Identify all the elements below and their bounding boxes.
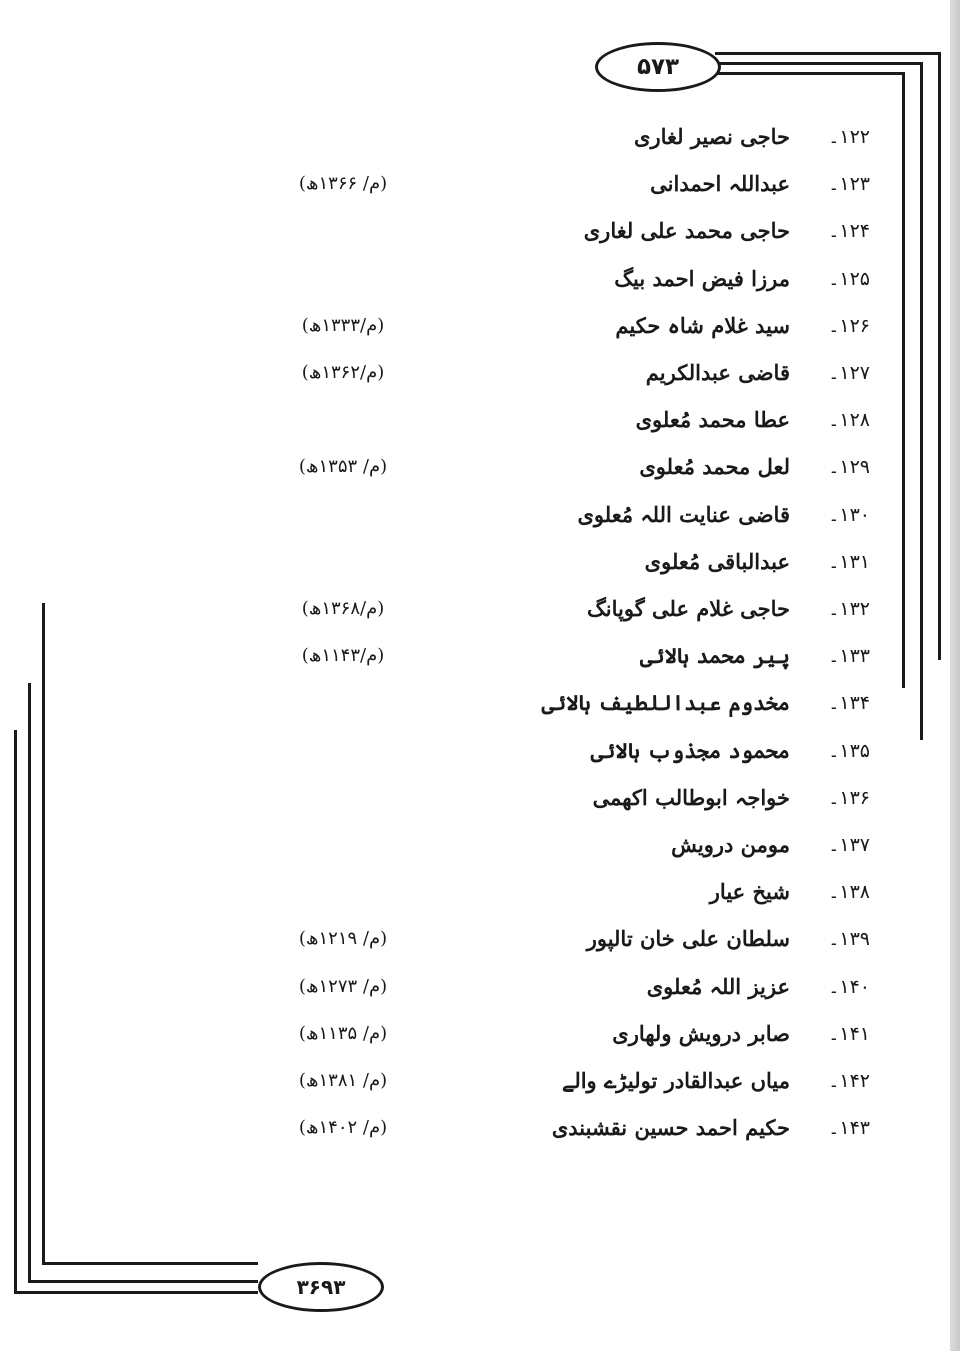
- list-item: [0, 540, 960, 584]
- entry-death-year: (م/ ۱۴۰۲ھ): [298, 1117, 388, 1139]
- entry-death-year: (م/ ۱۲۱۹ھ): [298, 928, 388, 950]
- entry-name: مخدوم عبداللطیف ہالائی: [541, 690, 790, 716]
- entry-name: مومن درویش: [671, 832, 790, 857]
- entry-death-year: (م/۱۳۶۸ھ): [301, 598, 385, 619]
- entry-number: ۱۳۱۔: [828, 550, 870, 573]
- list-item: [0, 681, 960, 725]
- entry-number: ۱۲۳۔: [828, 173, 870, 196]
- entry-name: عزیز اللہ مُعلوی: [646, 973, 790, 999]
- entry-death-year: (م/۱۱۴۳ھ): [301, 645, 385, 667]
- entry-number: ۱۴۳۔: [828, 1117, 870, 1140]
- list-item: [0, 587, 960, 631]
- entry-death-year: (م/ ۱۱۳۵ھ): [298, 1022, 388, 1044]
- list-item: [0, 1012, 960, 1056]
- entry-number: ۱۳۷۔: [828, 834, 870, 856]
- list-item: [0, 823, 960, 867]
- entry-name: قاضی عبدالکریم: [645, 360, 790, 385]
- list-item: [0, 115, 960, 159]
- entry-name: قاضی عنایت اللہ مُعلوی: [577, 501, 790, 527]
- page-number-bottom: ۳۶۹۳: [258, 1262, 384, 1312]
- entry-name: حاجی غلام علی گوپانگ: [586, 596, 790, 621]
- entry-number: ۱۳۲۔: [828, 598, 870, 620]
- entry-name: حاجی محمد علی لغاری: [583, 218, 790, 244]
- list-item: [0, 729, 960, 773]
- list-item: [0, 209, 960, 253]
- entry-number: ۱۲۹۔: [828, 456, 870, 479]
- entry-number: ۱۲۷۔: [828, 362, 870, 384]
- entry-name: حکیم احمد حسین نقشبندی: [551, 1115, 790, 1141]
- entry-name: سلطان علی خان تالپور: [586, 926, 790, 952]
- entry-name: مرزا فیض احمد بیگ: [614, 265, 790, 291]
- entry-name: عطا محمد مُعلوی: [635, 407, 790, 433]
- entry-number: ۱۳۶۔: [828, 786, 870, 809]
- entry-number: ۱۲۵۔: [828, 267, 870, 290]
- entry-name: شیخ عیار: [709, 879, 790, 905]
- entry-number: ۱۴۲۔: [828, 1070, 870, 1092]
- entry-number: ۱۳۹۔: [828, 928, 870, 951]
- entry-name: محمود مجذوب ہالائی: [590, 737, 790, 763]
- list-item: [0, 776, 960, 820]
- list-item: [0, 1106, 960, 1150]
- entry-name: حاجی نصیر لغاری: [634, 124, 790, 149]
- list-item: [0, 917, 960, 961]
- list-item: [0, 493, 960, 537]
- entry-name: پیر محمد ہالائی: [640, 643, 790, 669]
- entry-name: عبداللہ احمدانی: [650, 171, 790, 197]
- list-item: [0, 1059, 960, 1103]
- entry-death-year: (م/۱۳۶۲ھ): [301, 362, 385, 383]
- entry-name: سید غلام شاہ حکیم: [615, 312, 790, 338]
- entry-name: لعل محمد مُعلوی: [639, 454, 790, 480]
- list-item: [0, 445, 960, 489]
- entry-name: خواجہ ابوطالب اکھمی: [592, 784, 790, 810]
- entry-number: ۱۳۳۔: [828, 645, 870, 668]
- list-item: [0, 398, 960, 442]
- entry-number: ۱۲۲۔: [828, 126, 870, 148]
- entry-number: ۱۲۶۔: [828, 314, 870, 337]
- entry-number: ۱۴۰۔: [828, 975, 870, 998]
- entry-number: ۱۲۴۔: [828, 220, 870, 243]
- entry-number: ۱۳۴۔: [828, 692, 870, 715]
- entry-death-year: (م/۱۳۳۳ھ): [301, 314, 385, 336]
- page-number-top: ۵۷۳: [595, 42, 721, 92]
- entry-death-year: (م/ ۱۳۶۶ھ): [298, 173, 388, 195]
- list-item: [0, 634, 960, 678]
- entry-number: ۱۳۸۔: [828, 881, 870, 904]
- entry-name: عبدالباقی مُعلوی: [644, 548, 790, 574]
- entry-number: ۱۳۵۔: [828, 739, 870, 762]
- entry-name: میاں عبدالقادر تولیڑے والے: [562, 1068, 790, 1093]
- entry-death-year: (م/ ۱۳۸۱ھ): [298, 1070, 388, 1091]
- entry-number: ۱۳۰۔: [828, 503, 870, 526]
- entry-death-year: (م/ ۱۲۷۳ھ): [298, 975, 388, 997]
- entry-number: ۱۲۸۔: [828, 409, 870, 432]
- list-item: [0, 257, 960, 301]
- list-item: [0, 351, 960, 395]
- list-item: [0, 162, 960, 206]
- entry-number: ۱۴۱۔: [828, 1022, 870, 1045]
- entry-name: صابر درویش ولھاری: [612, 1020, 790, 1046]
- list-item: [0, 870, 960, 914]
- list-item: [0, 304, 960, 348]
- list-item: [0, 965, 960, 1009]
- entry-death-year: (م/ ۱۳۵۳ھ): [298, 456, 388, 478]
